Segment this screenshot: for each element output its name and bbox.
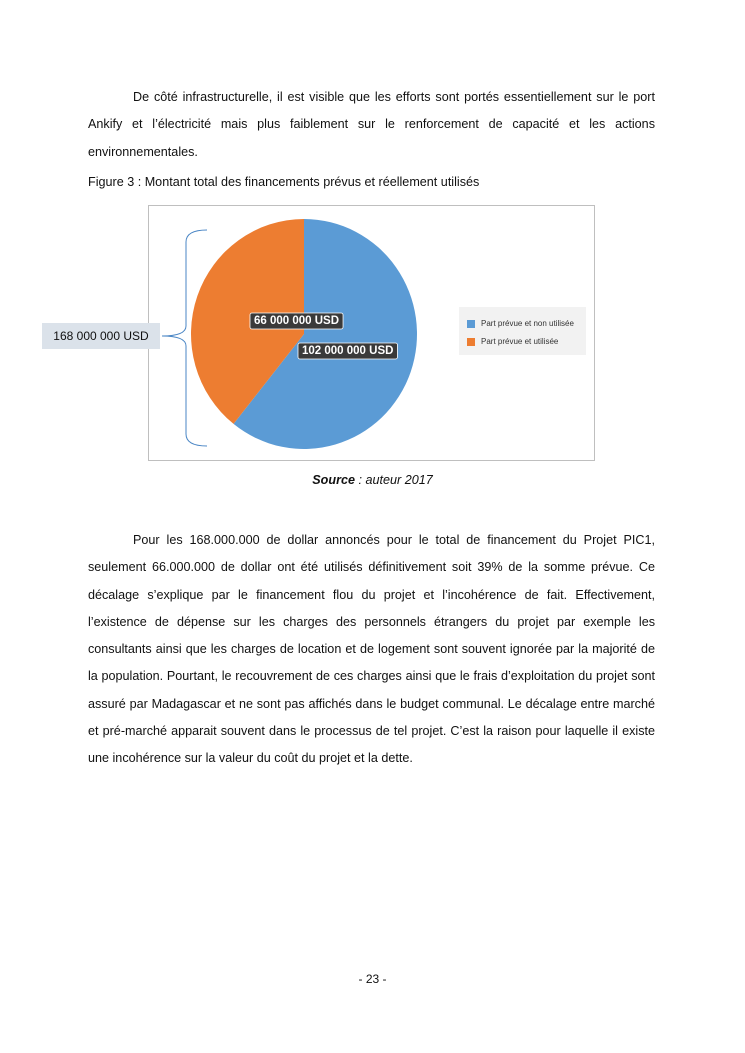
legend-item-unused	[467, 319, 574, 328]
figure-caption: Figure 3 : Montant total des financements prévus et réellement utilisés	[88, 175, 480, 189]
legend-swatch-used	[467, 338, 475, 346]
legend-label-unused: Part prévue et non utilisée	[481, 319, 574, 328]
source-text: : auteur 2017	[354, 473, 433, 487]
total-brace	[160, 228, 210, 450]
svg-text:66 000 000 USD: 66 000 000 USD	[254, 315, 340, 327]
source-label: Source	[312, 473, 355, 487]
pie-value-label-0	[298, 343, 397, 359]
svg-text:102 000 000 USD: 102 000 000 USD	[302, 345, 394, 357]
page-number: - 23 -	[358, 972, 387, 986]
paragraph-infrastructure: De côté infrastructurelle, il est visible que les efforts sont portés essentiellement sur le port Ankify et l’électricité mais plus faiblement sur le renforcement de capacité et les actions environnementales.	[88, 90, 655, 159]
chart-legend	[459, 307, 586, 355]
legend-swatch-unused	[467, 320, 475, 328]
figure-source	[0, 473, 745, 487]
paragraph-financing: Pour les 168.000.000 de dollar annoncés pour le total de financement du Projet PIC1, seulement 66.000.000 de dollar ont été utilisés définitivement soit 39% de la somme prévue. Ce décalage s’explique par le financement flou du projet et l’incohérence de fait. Effectivement, l’existence de dépense sur les charges des personnels étrangers du projet par exemple les consultants ainsi que les charges de location et de logement sont souvent ignorée par la majorité de la population. Pourtant, le recouvrement de ces charges ainsi que le frais d’exploitation du projet sont assuré par Madagascar et ne sont pas affichés dans le budget communal. Le décalage entre marché et pré-marché apparait souvent dans le processus de tel projet. C’est la raison pour laquelle il existe une incohérence sur la valeur du coût du projet et la dette.	[88, 533, 655, 766]
legend-label-used: Part prévue et utilisée	[481, 337, 559, 346]
pie-value-label-1	[250, 313, 343, 329]
legend-item-used	[467, 337, 558, 346]
total-amount-box: 168 000 000 USD	[42, 323, 160, 349]
